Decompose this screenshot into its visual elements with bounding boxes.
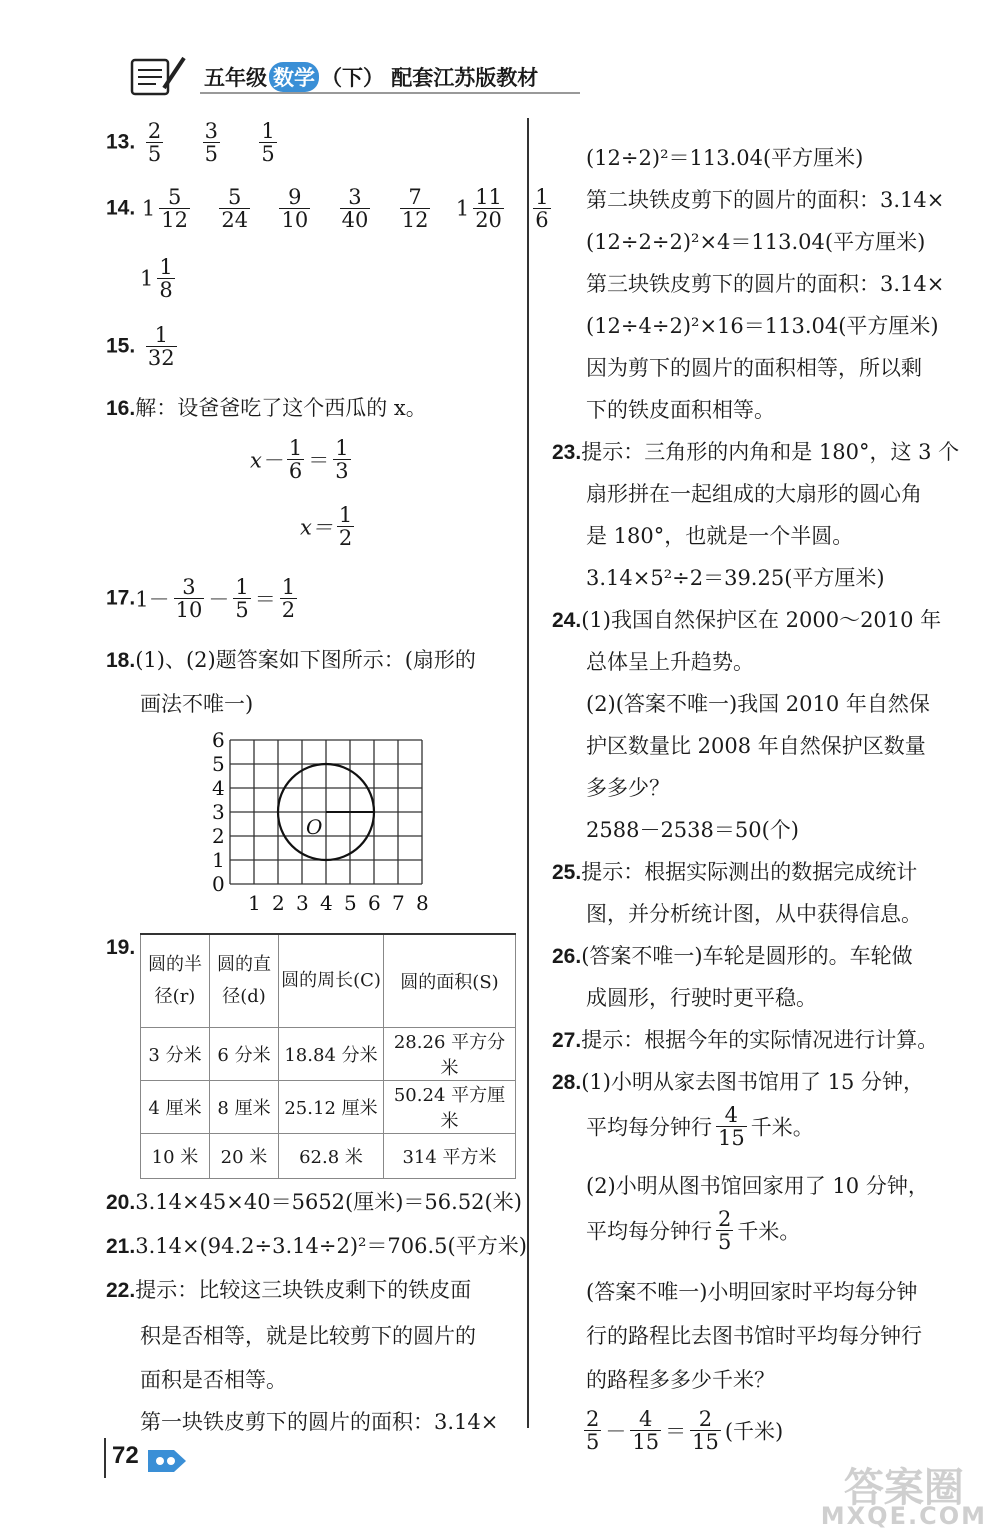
q24-line: 2588－2538＝50(个) (586, 818, 799, 842)
table-row: 4 厘米 8 厘米 25.12 厘米 50.24 平方厘米 (141, 1081, 516, 1134)
q22-cont: 第三块铁皮剪下的圆片的面积：3.14× (586, 272, 945, 296)
svg-text:1: 1 (248, 891, 261, 915)
q22-cont: 因为剪下的圆片的面积相等，所以剩 (586, 356, 922, 380)
svg-text:3: 3 (212, 800, 225, 824)
q22-cont: (12÷2÷2)²×4＝113.04(平方厘米) (586, 230, 926, 254)
q21: 21.3.14×(94.2÷3.14÷2)²＝706.5(平方米) (106, 1234, 527, 1258)
circle-grid-figure (200, 728, 440, 918)
q22-cont: (12÷4÷2)²×16＝113.04(平方厘米) (586, 314, 939, 338)
svg-text:3: 3 (296, 891, 309, 915)
q28: 28.(1)小明从家去图书馆用了 15 分钟， (552, 1070, 925, 1094)
svg-text:8: 8 (416, 891, 429, 915)
svg-text:4: 4 (320, 891, 333, 915)
q19-num: 19. (106, 936, 136, 959)
q18-line2: 画法不唯一) (140, 692, 254, 716)
q16-eq2: x＝ $\frac{1}{2}$ (300, 503, 353, 551)
q22-line: 面积是否相等。 (140, 1368, 287, 1392)
q22-line: 第一块铁皮剪下的圆片的面积：3.14× (140, 1410, 499, 1434)
q28-line: (2)小明从图书馆回家用了 10 分钟， (586, 1174, 929, 1198)
q28-eq: $\frac{2}{5}$ － $\frac{4}{15}$ ＝ $\frac{2}{15}$ (千米) (586, 1407, 784, 1455)
svg-text:2: 2 (212, 824, 225, 848)
q24: 24.(1)我国自然保护区在 2000～2010 年 (552, 608, 942, 632)
q25-line: 图，并分析统计图，从中获得信息。 (586, 902, 922, 926)
q23-line: 是 180°，也就是一个半圆。 (586, 524, 854, 548)
table-row: 10 米 20 米 62.8 米 314 平方米 (141, 1134, 516, 1179)
svg-text:1: 1 (212, 848, 225, 872)
q28-line: 平均每分钟行 $\frac{4}{15}$ 千米。 (586, 1103, 814, 1151)
q14-line2: 1 $\frac{1}{8}$ (140, 255, 173, 303)
svg-text:5: 5 (344, 891, 357, 915)
q18-line1: 18.(1)、(2)题答案如下图所示：(扇形的 (106, 648, 476, 672)
q24-line: 护区数量比 2008 年自然保护区数量 (586, 734, 926, 758)
q23-line: 3.14×5²÷2＝39.25(平方厘米) (586, 566, 885, 590)
q24-line: 总体呈上升趋势。 (586, 650, 754, 674)
q28-line: (答案不唯一)小明回家时平均每分钟 (586, 1280, 918, 1304)
arrow-decoration-icon (146, 1446, 188, 1476)
svg-text:2: 2 (272, 891, 285, 915)
q24-line: (2)(答案不唯一)我国 2010 年自然保 (586, 692, 930, 716)
notebook-pencil-icon (122, 50, 192, 100)
q26-line: 成圆形，行驶时更平稳。 (586, 986, 817, 1010)
q15: 15. $\frac{1}{32}$ (106, 323, 175, 371)
svg-text:6: 6 (368, 891, 381, 915)
q22: 22.提示：比较这三块铁皮剩下的铁皮面 (106, 1278, 472, 1302)
page-header (100, 46, 580, 102)
q28-line: 平均每分钟行 $\frac{2}{5}$ 千米。 (586, 1207, 801, 1255)
table-row: 3 分米 6 分米 18.84 分米 28.26 平方分米 (141, 1028, 516, 1081)
watermark: 答案圈 MXQE.COM (820, 1465, 987, 1531)
q13: 13. $\frac{2}{5}$ $\frac{3}{5}$ $\frac{1}{5}$ (106, 119, 275, 167)
q22-cont: 下的铁皮面积相等。 (586, 398, 775, 422)
q14: 14. 1 $\frac{5}{12}$ $\frac{5}{24}$ $\frac{9}{10}$ $\frac{3}{40}$ $\frac{7}{12}$ 1 $\frac{11}{20}$ $\frac{1}{6}$ (106, 185, 549, 233)
svg-text:7: 7 (392, 891, 405, 915)
svg-text:0: 0 (212, 872, 225, 896)
q22-line: 积是否相等，就是比较剪下的圆片的 (140, 1324, 476, 1348)
table-header: 圆的面积(S) (384, 935, 516, 1028)
table-header: 圆的周长(C) (279, 935, 384, 1028)
svg-text:4: 4 (212, 776, 225, 800)
svg-text:6: 6 (212, 728, 225, 752)
column-divider (527, 118, 529, 1428)
q16: 16.解：设爸爸吃了这个西瓜的 x。 (106, 396, 427, 420)
page-number: 72 (112, 1442, 139, 1469)
q23-line: 扇形拼在一起组成的大扇形的圆心角 (586, 482, 922, 506)
q22-cont: 第二块铁皮剪下的圆片的面积：3.14× (586, 188, 945, 212)
table-header: 圆的直径(d) (210, 935, 279, 1028)
q28-line: 的路程多多少千米？ (586, 1368, 775, 1392)
table-header: 圆的半径(r) (141, 935, 210, 1028)
q26: 26.(答案不唯一)车轮是圆形的。车轮做 (552, 944, 913, 968)
q17: 17.1－ $\frac{3}{10}$ － $\frac{1}{5}$ ＝ $\frac{1}{2}$ (106, 575, 296, 623)
q24-line: 多多少？ (586, 776, 670, 800)
q23: 23.提示：三角形的内角和是 180°，这 3 个 (552, 440, 960, 464)
svg-text:5: 5 (212, 752, 225, 776)
header-title: 五年级 数学 （下） 配套江苏版教材 (204, 62, 538, 92)
q28-line: 行的路程比去图书馆时平均每分钟行 (586, 1324, 922, 1348)
q22-cont: (12÷2)²＝113.04(平方厘米) (586, 146, 864, 170)
q27: 27.提示：根据今年的实际情况进行计算。 (552, 1028, 939, 1052)
q25: 25.提示：根据实际测出的数据完成统计 (552, 860, 918, 884)
circle-table (140, 935, 516, 1179)
q16-eq1: x－ $\frac{1}{6}$ ＝ $\frac{1}{3}$ (250, 436, 349, 484)
svg-text:O: O (306, 815, 323, 839)
q20: 20.3.14×45×40＝5652(厘米)＝56.52(米) (106, 1190, 522, 1214)
